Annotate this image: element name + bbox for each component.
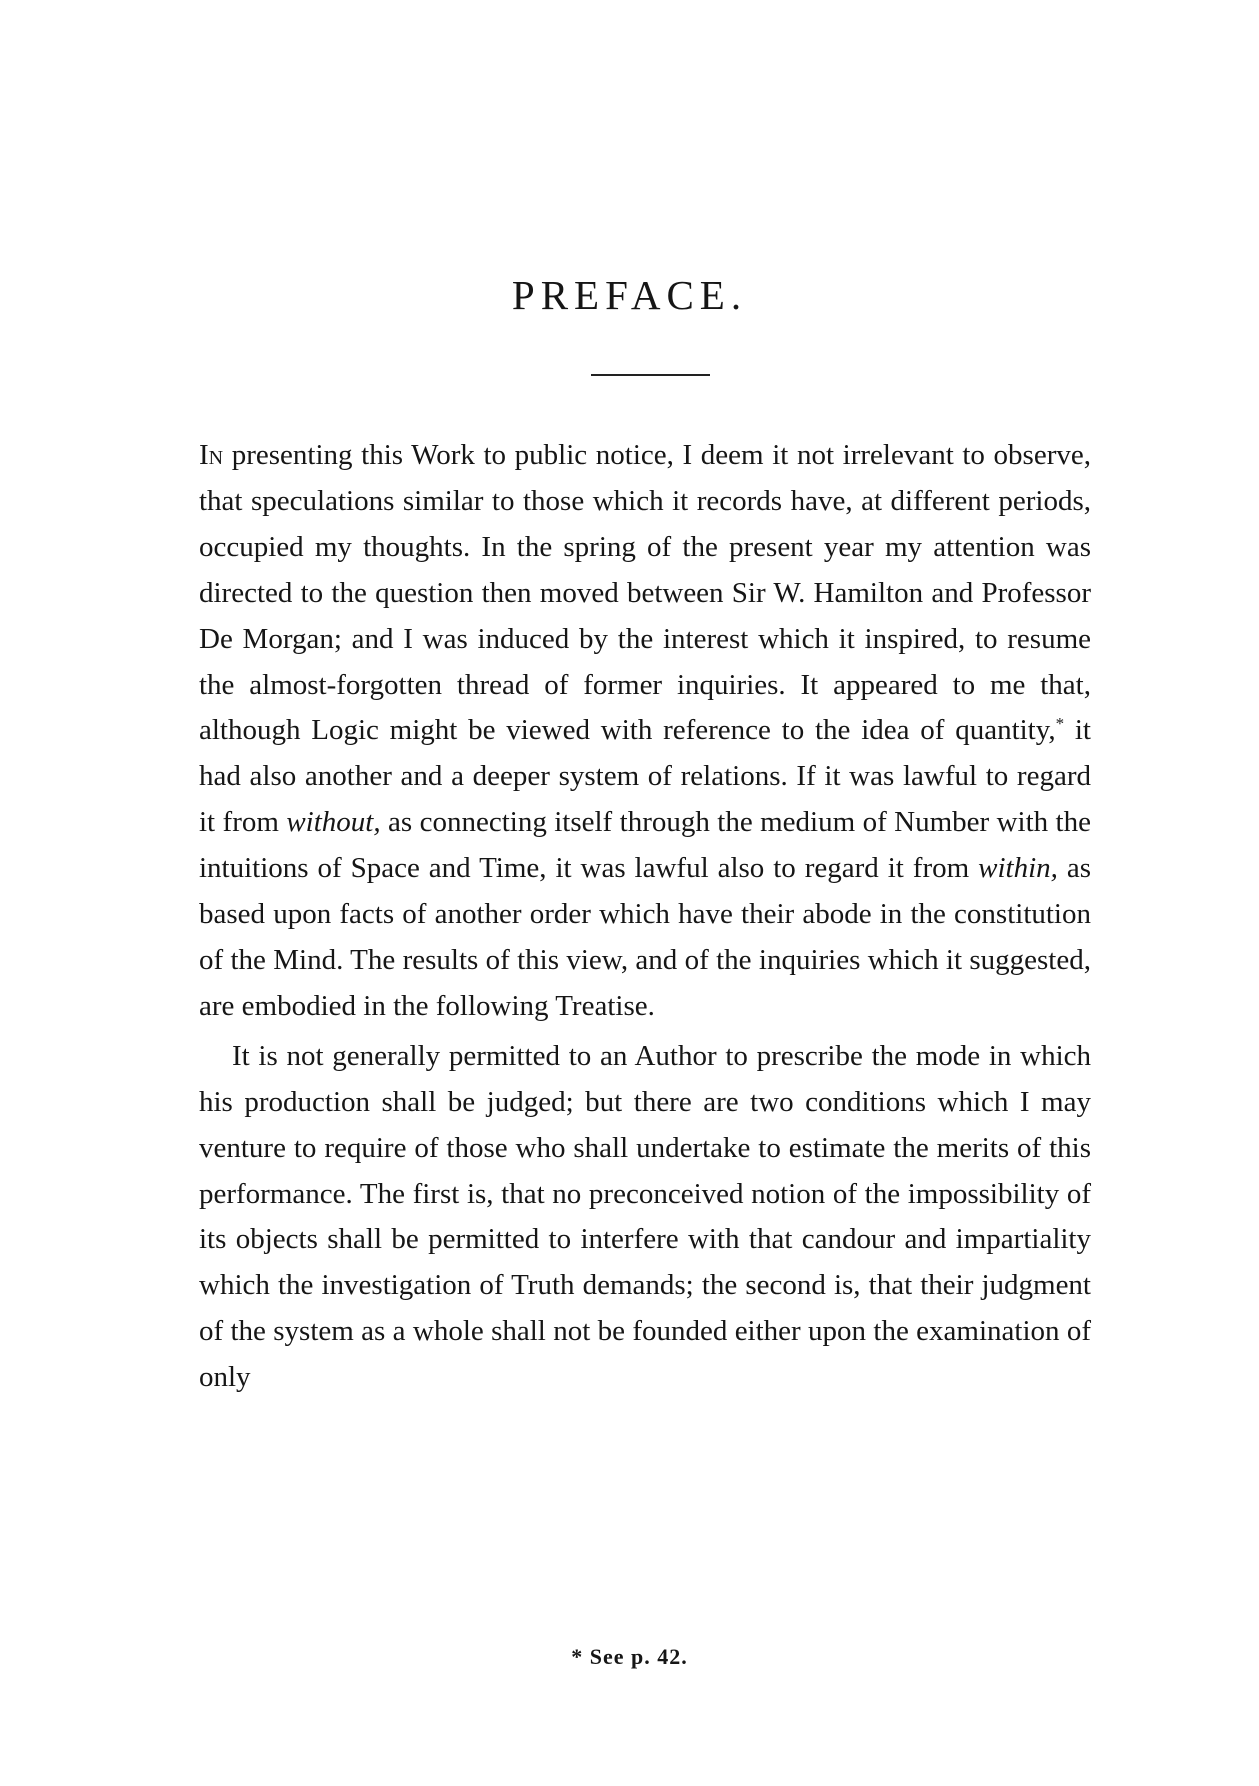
paragraph-2: It is not generally permitted to an Author to prescribe the mode in which his production shall be judged; but there are two conditions which I may venture to require of those who shall undertake to estimate the merits of this performance. The first is, that no preconceived notion of the impossibility of its objects shall be permitted to interfere with that candour and impartiality which the investigation of Truth demands; the second is, that their judgment of the system as a whole shall not be founded either upon the examination of only: [199, 1039, 1091, 1394]
paragraph-1-italic-without: without,: [286, 806, 381, 839]
paragraph-1-part-2: it had also another and a deeper system of relations. If it was lawful to regard it from: [199, 714, 1091, 839]
paragraph-1-part-4: as based upon facts of another order which have their abode in the constitution of the Mind. The results of this view, and of the inquiries which it suggested, are embodied in the following Treatise.: [199, 852, 1091, 1022]
paragraph-1-italic-within: within,: [978, 852, 1058, 885]
paragraph-1: [199, 433, 1091, 1030]
paragraph-1-part-1: presenting this Work to public notice, I deem it not irrelevant to observe, that speculations similar to those which it records have, at different periods, occupied my thoughts. In the spring of the present year my attention was directed to the question then moved between Sir W. Hamilton and Professor De Morgan; and I was induced by the interest which it inspired, to resume the almost-forgotten thread of former inquiries. It appeared to me that, although Logic might be viewed with reference to the idea of quantity,: [199, 439, 1091, 747]
title-rule: [591, 374, 710, 376]
footnote: * See p. 42.: [571, 1644, 688, 1669]
paragraph-1-part-3: as connecting itself through the medium of Number with the intuitions of Space and Time, it was lawful also to regard it from: [199, 806, 1091, 885]
paragraph-1-lead: In: [199, 439, 224, 471]
body-text: [199, 433, 1091, 1401]
page-title: PREFACE.: [511, 272, 748, 318]
footnote-reference-mark: *: [1055, 714, 1065, 734]
